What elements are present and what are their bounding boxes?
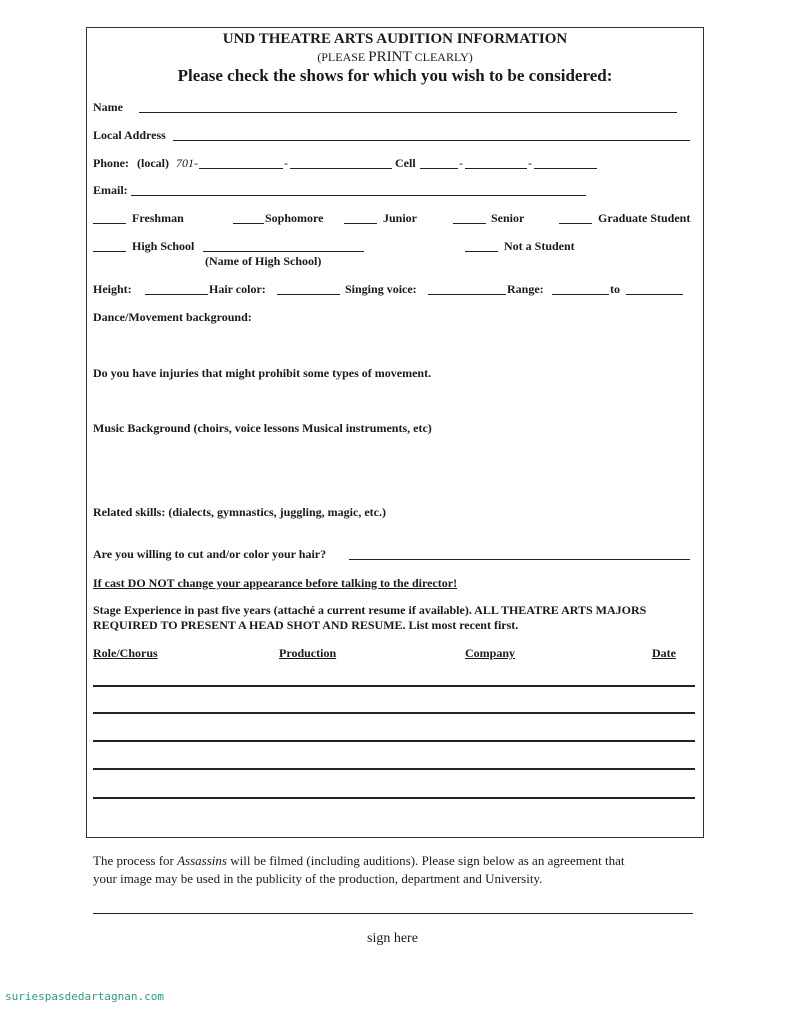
hair-cut-answer-line[interactable] [349,559,690,560]
column-header-date: Date [652,646,676,660]
experience-entry-line[interactable] [93,797,695,799]
cell-part-2-line[interactable] [465,168,527,169]
graduate-check-line[interactable] [559,223,592,224]
range-label: Range: [507,282,544,296]
dance-background-label: Dance/Movement background: [93,310,252,324]
sophomore-label: Sophomore [265,211,324,225]
column-header-production: Production [279,646,337,660]
email-input-line[interactable] [131,195,586,196]
junior-check-line[interactable] [344,223,377,224]
freshman-check-line[interactable] [93,223,126,224]
consent-text-line2: your image may be used in the publicity of the production, department and University. [93,871,543,886]
column-header-company: Company [465,646,516,660]
signature-line[interactable] [93,913,693,914]
show-name: Assassins [177,853,227,868]
form-instruction: Please check the shows for which you wish to be considered: [177,66,613,85]
hair-color-input-line[interactable] [277,294,340,295]
experience-instruction-line1: Stage Experience in past five years (attaché a current resume if available). ALL THEATRE ARTS MAJORS [93,603,647,617]
height-input-line[interactable] [145,294,208,295]
consent-text-start: The process for [93,853,174,868]
consent-text-line1 [93,853,624,869]
experience-instruction-line2: REQUIRED TO PRESENT A HEAD SHOT AND RESUME. List most recent first. [93,618,519,632]
graduate-label: Graduate Student [598,211,691,225]
local-address-label: Local Address [93,128,166,142]
local-address-input-line[interactable] [173,140,690,141]
high-school-name-line[interactable] [203,251,364,252]
subtitle-print: PRINT [368,49,412,65]
name-input-line[interactable] [139,112,677,113]
phone-dash: - [284,156,288,170]
sophomore-check-line[interactable] [233,223,264,224]
appearance-warning: If cast DO NOT change your appearance before talking to the director! [93,576,458,590]
high-school-check-line[interactable] [93,251,126,252]
subtitle-open: (PLEASE [317,50,366,64]
singing-voice-input-line[interactable] [428,294,506,295]
junior-label: Junior [383,211,418,225]
related-skills-label: Related skills: (dialects, gymnastics, juggling, magic, etc.) [93,505,386,519]
range-low-input-line[interactable] [552,294,609,295]
experience-entry-line[interactable] [93,768,695,770]
cell-part-1-line[interactable] [420,168,458,169]
music-background-label: Music Background (choirs, voice lessons Musical instruments, etc) [93,421,432,435]
range-to-label: to [610,282,620,296]
form-subtitle [86,49,704,66]
freshman-label: Freshman [132,211,184,225]
cell-part-3-line[interactable] [534,168,597,169]
experience-entry-line[interactable] [93,740,695,742]
phone-part-1-line[interactable] [199,168,283,169]
name-label: Name [93,100,123,114]
phone-label: Phone: [93,156,129,170]
phone-local-label: (local) [137,156,169,170]
not-student-label: Not a Student [504,239,575,253]
range-high-input-line[interactable] [626,294,683,295]
experience-entry-line[interactable] [93,712,695,714]
subtitle-close: CLEARLY) [414,50,473,64]
phone-part-2-line[interactable] [290,168,392,169]
cell-dash-2: - [528,156,532,170]
senior-check-line[interactable] [453,223,486,224]
singing-voice-label: Singing voice: [345,282,417,296]
form-title: UND THEATRE ARTS AUDITION INFORMATION [222,31,568,47]
senior-label: Senior [491,211,525,225]
column-header-role: Role/Chorus [93,646,158,660]
height-label: Height: [93,282,132,296]
consent-text-end: will be filmed (including auditions). Please sign below as an agreement that [230,853,625,868]
sign-here-label: sign here [367,931,418,946]
injuries-question: Do you have injuries that might prohibit some types of movement. [93,366,432,380]
phone-prefix: 701- [176,156,198,170]
cell-dash-1: - [459,156,463,170]
high-school-caption: (Name of High School) [205,254,322,268]
email-label: Email: [93,183,128,197]
high-school-label: High School [132,239,195,253]
experience-entry-line[interactable] [93,685,695,687]
hair-cut-question: Are you willing to cut and/or color your hair? [93,547,327,561]
not-student-check-line[interactable] [465,251,498,252]
hair-color-label: Hair color: [209,282,266,296]
cell-label: Cell [395,156,416,170]
watermark: suriespasdedartagnan.com [5,990,164,1003]
